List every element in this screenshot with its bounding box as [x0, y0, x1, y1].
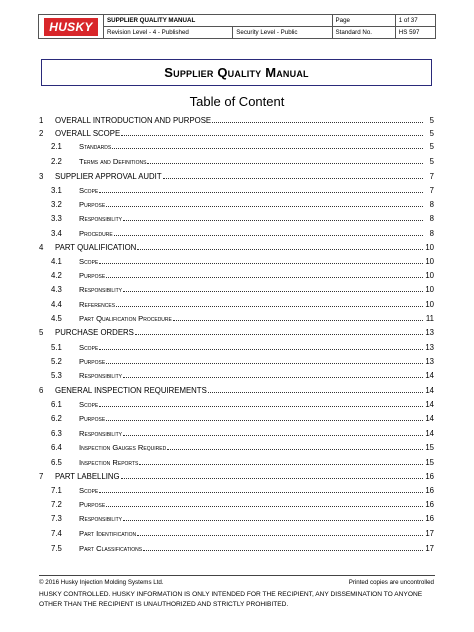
- toc-entry[interactable]: [39, 239, 434, 252]
- toc-leader-dots: [99, 492, 423, 493]
- toc-entry[interactable]: [39, 196, 434, 209]
- toc-entry-label: Part Qualification Procedure: [79, 314, 172, 323]
- toc-entry-page: 10: [425, 243, 434, 252]
- standard-label: Standard No.: [332, 27, 395, 39]
- toc-leader-dots: [106, 420, 423, 421]
- toc-entry-number: 5.3: [51, 371, 62, 380]
- toc-entry-label: Responsibility: [79, 214, 122, 223]
- toc-entry-number: 6.2: [51, 414, 62, 423]
- toc-entry-page: 8: [429, 200, 434, 209]
- toc-entry-number: 2: [39, 129, 44, 138]
- doc-title-cell: SUPPLIER QUALITY MANUAL: [104, 15, 333, 27]
- toc-entry-number: 4.4: [51, 300, 62, 309]
- toc-heading: Table of Content: [189, 94, 285, 109]
- logo-cell: [39, 15, 104, 39]
- toc-entry-label: Scope: [79, 343, 99, 352]
- toc-leader-dots: [114, 235, 423, 236]
- toc-entry-page: 10: [425, 257, 434, 266]
- toc-entry[interactable]: [39, 439, 434, 452]
- toc-entry-number: 4.5: [51, 314, 62, 323]
- toc-entry[interactable]: [39, 540, 434, 553]
- toc-entry-page: 7: [429, 186, 434, 195]
- toc-entry-page: 13: [425, 357, 434, 366]
- toc-entry-page: 14: [425, 414, 434, 423]
- toc-entry[interactable]: [39, 382, 434, 395]
- toc-entry-number: 4.2: [51, 271, 62, 280]
- toc-entry-number: 7.1: [51, 486, 62, 495]
- toc-leader-dots: [99, 349, 423, 350]
- toc-leader-dots: [121, 478, 423, 479]
- toc-entry-page: 16: [425, 472, 434, 481]
- toc-entry-number: 5: [39, 328, 44, 337]
- toc-entry[interactable]: [39, 182, 434, 195]
- toc-entry[interactable]: [39, 353, 434, 366]
- toc-entry-label: GENERAL INSPECTION REQUIREMENTS: [55, 386, 207, 395]
- page-label: Page: [332, 15, 395, 27]
- toc-entry-number: 6.5: [51, 458, 62, 467]
- standard-value: HS 597: [395, 27, 435, 39]
- toc-entry-number: 2.2: [51, 157, 62, 166]
- toc-leader-dots: [212, 122, 423, 123]
- toc-entry-page: 14: [425, 371, 434, 380]
- toc-entry-number: 2.1: [51, 142, 62, 151]
- toc-entry-label: Inspection Gauges Required: [79, 443, 167, 452]
- toc-entry-number: 6.4: [51, 443, 62, 452]
- toc-entry-number: 3.1: [51, 186, 62, 195]
- toc-entry-label: References: [79, 300, 116, 309]
- toc-entry[interactable]: [39, 367, 434, 380]
- toc-entry-page: 5: [429, 142, 434, 151]
- toc-entry-number: 7.5: [51, 544, 62, 553]
- toc-entry-number: 3.3: [51, 214, 62, 223]
- toc-entry-label: PART LABELLING: [55, 472, 120, 481]
- toc-entry-page: 16: [425, 500, 434, 509]
- toc-leader-dots: [99, 263, 423, 264]
- title-box: [41, 59, 432, 86]
- toc-entry-number: 4.1: [51, 257, 62, 266]
- toc-entry-label: Purpose: [79, 500, 106, 509]
- toc-entry[interactable]: [39, 339, 434, 352]
- toc-entry-number: 7: [39, 472, 44, 481]
- toc-entry[interactable]: [39, 425, 434, 438]
- revision-level: Revision Level - 4 - Published: [104, 27, 233, 39]
- toc-leader-dots: [167, 449, 423, 450]
- toc-entry-page: 13: [425, 328, 434, 337]
- toc-leader-dots: [123, 520, 423, 521]
- toc-leader-dots: [106, 363, 423, 364]
- toc-leader-dots: [135, 334, 423, 335]
- document-title: Supplier Quality Manual: [164, 65, 309, 80]
- toc-entry[interactable]: [39, 482, 434, 495]
- toc-leader-dots: [123, 435, 423, 436]
- toc-entry-page: 10: [425, 285, 434, 294]
- toc-leader-dots: [112, 148, 423, 149]
- toc-entry[interactable]: [39, 281, 434, 294]
- toc-entry-page: 13: [425, 343, 434, 352]
- toc-entry[interactable]: [39, 510, 434, 523]
- toc-entry[interactable]: [39, 525, 434, 538]
- toc-entry-page: 5: [429, 129, 434, 138]
- toc-entry-number: 7.2: [51, 500, 62, 509]
- toc-entry[interactable]: [39, 168, 434, 181]
- toc-entry-label: Scope: [79, 257, 99, 266]
- toc-leader-dots: [123, 377, 423, 378]
- toc-entry-label: Part Classifications: [79, 544, 143, 553]
- toc-entry-page: 15: [425, 458, 434, 467]
- toc-entry-page: 10: [425, 300, 434, 309]
- toc-entry-page: 5: [429, 157, 434, 166]
- toc-entry-number: 4.3: [51, 285, 62, 294]
- toc-entry-label: Scope: [79, 186, 99, 195]
- page-value: 1 of 37: [395, 15, 435, 27]
- husky-logo: HUSKY: [44, 18, 98, 36]
- document-header: [38, 14, 436, 39]
- toc-entry-page: 8: [429, 229, 434, 238]
- toc-entry-label: OVERALL INTRODUCTION AND PURPOSE: [55, 116, 212, 125]
- toc-entry-label: Part Identification: [79, 529, 137, 538]
- footer-printed-note: Printed copies are uncontrolled: [348, 579, 434, 586]
- toc-leader-dots: [123, 291, 423, 292]
- toc-entry-page: 16: [425, 514, 434, 523]
- toc-entry-label: SUPPLIER APPROVAL AUDIT: [55, 172, 162, 181]
- toc-entry-label: Responsibility: [79, 285, 122, 294]
- toc-leader-dots: [139, 464, 423, 465]
- toc-entry-page: 11: [425, 314, 434, 323]
- toc-entry[interactable]: [39, 125, 434, 138]
- toc-entry-number: 6.3: [51, 429, 62, 438]
- toc-entry-page: 10: [425, 271, 434, 280]
- toc-leader-dots: [137, 535, 423, 536]
- toc-entry[interactable]: [39, 296, 434, 309]
- toc-entry-number: 7.4: [51, 529, 62, 538]
- toc-leader-dots: [99, 192, 423, 193]
- toc-entry[interactable]: [39, 468, 434, 481]
- toc-entry[interactable]: [39, 396, 434, 409]
- toc-entry-page: 17: [425, 529, 434, 538]
- footer-divider: [39, 575, 435, 576]
- toc-entry-number: 3.2: [51, 200, 62, 209]
- toc-entry-label: Terms and Definitions: [79, 157, 147, 166]
- toc-entry-label: Inspection Reports: [79, 458, 139, 467]
- toc-entry[interactable]: [39, 225, 434, 238]
- toc-entry-page: 14: [425, 429, 434, 438]
- toc-leader-dots: [173, 320, 423, 321]
- toc-entry-number: 6: [39, 386, 44, 395]
- toc-entry[interactable]: [39, 112, 434, 125]
- toc-leader-dots: [137, 249, 423, 250]
- toc-entry-number: 7.3: [51, 514, 62, 523]
- toc-entry-page: 14: [425, 386, 434, 395]
- toc-entry-label: Purpose: [79, 200, 106, 209]
- toc-leader-dots: [147, 163, 423, 164]
- toc-entry-number: 1: [39, 116, 44, 125]
- toc-entry-number: 5.2: [51, 357, 62, 366]
- toc-leader-dots: [143, 550, 423, 551]
- toc-entry-label: Purpose: [79, 271, 106, 280]
- toc-leader-dots: [99, 406, 423, 407]
- toc-entry[interactable]: [39, 454, 434, 467]
- toc-leader-dots: [116, 306, 423, 307]
- toc-entry-label: PART QUALIFICATION: [55, 243, 137, 252]
- toc-entry-label: Responsibility: [79, 514, 122, 523]
- toc-entry-label: PURCHASE ORDERS: [55, 328, 134, 337]
- toc-leader-dots: [123, 220, 423, 221]
- toc-entry[interactable]: [39, 310, 434, 323]
- toc-entry-page: 14: [425, 400, 434, 409]
- toc-entry-number: 3: [39, 172, 44, 181]
- toc-entry-label: Scope: [79, 486, 99, 495]
- toc-leader-dots: [163, 178, 423, 179]
- toc-entry[interactable]: [39, 410, 434, 423]
- toc-entry-label: Procedure: [79, 229, 113, 238]
- footer-copyright: © 2016 Husky Injection Molding Systems Ltd.: [39, 579, 164, 586]
- toc-entry-page: 16: [425, 486, 434, 495]
- toc-entry-label: Purpose: [79, 357, 106, 366]
- toc-entry-label: Responsibility: [79, 371, 122, 380]
- toc-entry-label: Responsibility: [79, 429, 122, 438]
- toc-entry[interactable]: [39, 324, 434, 337]
- toc-entry-page: 7: [429, 172, 434, 181]
- security-level: Security Level - Public: [233, 27, 332, 39]
- toc-leader-dots: [106, 506, 423, 507]
- footer-notice: HUSKY CONTROLLED. HUSKY INFORMATION IS ONLY INTENDED FOR THE RECIPIENT, ANY DISSEMINATION TO ANYONE OTHER THAN THE RECIPIENT IS UNAUTHORIZED AND STRICTLY PROHIBITED.: [39, 591, 423, 608]
- toc-leader-dots: [121, 135, 423, 136]
- toc-entry[interactable]: [39, 138, 434, 151]
- toc-entry[interactable]: [39, 267, 434, 280]
- toc-entry-page: 15: [425, 443, 434, 452]
- toc-entry-number: 6.1: [51, 400, 62, 409]
- toc-entry[interactable]: [39, 496, 434, 509]
- toc-leader-dots: [106, 277, 423, 278]
- toc-entry-label: Scope: [79, 400, 99, 409]
- toc-entry[interactable]: [39, 253, 434, 266]
- toc-entry[interactable]: [39, 153, 434, 166]
- toc-entry-number: 3.4: [51, 229, 62, 238]
- toc-entry-label: Purpose: [79, 414, 106, 423]
- toc-entry-page: 17: [425, 544, 434, 553]
- toc-entry-page: 5: [429, 116, 434, 125]
- toc-entry-number: 4: [39, 243, 44, 252]
- toc-entry-label: OVERALL SCOPE: [55, 129, 121, 138]
- toc-entry-number: 5.1: [51, 343, 62, 352]
- toc-leader-dots: [208, 392, 423, 393]
- toc-leader-dots: [106, 206, 423, 207]
- toc-entry-label: Standards: [79, 142, 112, 151]
- toc-entry-page: 8: [429, 214, 434, 223]
- toc-entry[interactable]: [39, 210, 434, 223]
